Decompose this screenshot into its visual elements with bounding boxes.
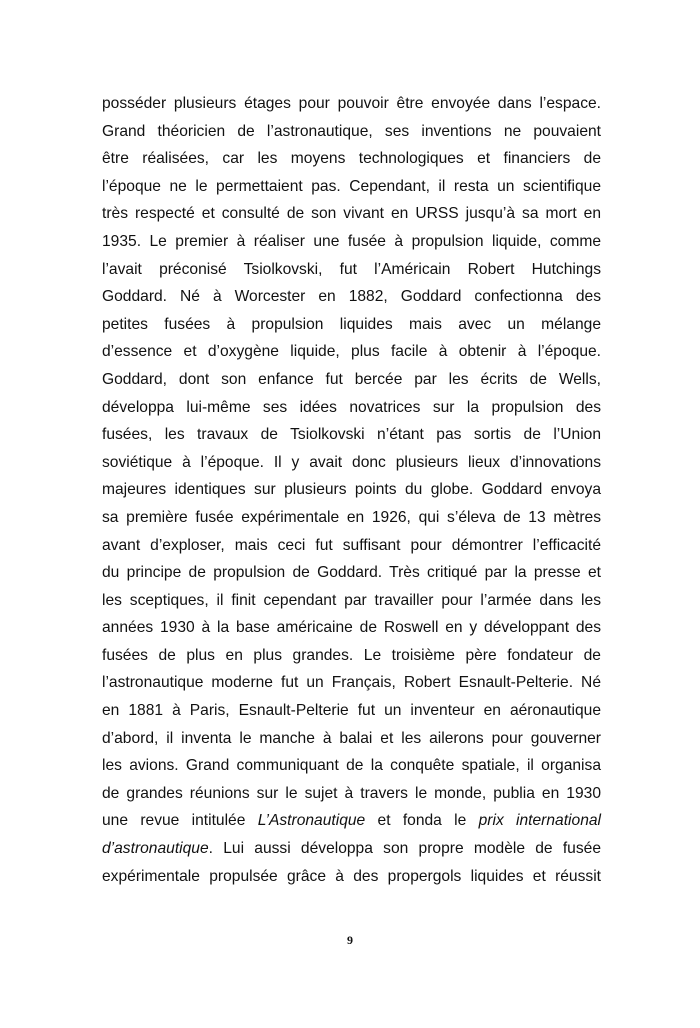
prize-name: prix international xyxy=(478,812,601,830)
text-line: Grand théoricien de l’astronautique, ses inventions ne pouvaient xyxy=(102,122,601,140)
text-line: d’abord, il inventa le manche à balai et les ailerons pour gouverner xyxy=(102,729,601,747)
text-line: très respecté et consulté de son vivant en URSS jusqu’à sa mort en xyxy=(102,205,601,223)
text-line: de grandes réunions sur le sujet à travers le monde, publia en 1930 xyxy=(102,784,601,802)
text-line: majeures identiques sur plusieurs points du globe. Goddard envoya xyxy=(102,481,601,499)
text-line: Goddard, dont son enfance fut bercée par les écrits de Wells, xyxy=(102,370,601,388)
text-line: expérimentale propulsée grâce à des propergols liquides et réussit xyxy=(102,867,601,885)
text-line: d’essence et d’oxygène liquide, plus facile à obtenir à l’époque. xyxy=(102,343,601,361)
text-line: l’astronautique moderne fut un Français, Robert Esnault-Pelterie. Né xyxy=(102,674,601,692)
body-text xyxy=(102,90,601,890)
text-line: d’astronautique. Lui aussi développa son propre modèle de fusée xyxy=(102,840,601,858)
text-line: avant d’exploser, mais ceci fut suffisant pour démontrer l’efficacité xyxy=(102,536,601,554)
text-line: l’époque ne le permettaient pas. Cependant, il resta un scientifique xyxy=(102,177,601,195)
text-line: Goddard. Né à Worcester en 1882, Goddard confectionna des xyxy=(102,288,601,306)
text-line: les avions. Grand communiquant de la conquête spatiale, il organisa xyxy=(102,757,601,775)
text-line: du principe de propulsion de Goddard. Très critiqué par la presse et xyxy=(102,564,601,582)
text-line: sa première fusée expérimentale en 1926, qui s’éleva de 13 mètres xyxy=(102,508,601,526)
text-line: une revue intitulée L’Astronautique et fonda le prix international xyxy=(102,812,601,830)
text-line: développa lui-même ses idées novatrices sur la propulsion des xyxy=(102,398,601,416)
text-line: fusées de plus en plus grandes. Le troisième père fondateur de xyxy=(102,646,601,664)
text-line: petites fusées à propulsion liquides mais avec un mélange xyxy=(102,315,601,333)
text-line: 1935. Le premier à réaliser une fusée à propulsion liquide, comme xyxy=(102,232,601,250)
text-line: être réalisées, car les moyens technologiques et financiers de xyxy=(102,150,601,168)
text-line: posséder plusieurs étages pour pouvoir être envoyée dans l’espace. xyxy=(102,95,601,112)
text-line: années 1930 à la base américaine de Roswell en y développant des xyxy=(102,619,601,637)
text-line: les sceptiques, il finit cependant par travailler pour l’armée dans les xyxy=(102,591,601,609)
prize-name-continued: d’astronautique xyxy=(102,840,209,858)
text-line: en 1881 à Paris, Esnault-Pelterie fut un inventeur en aéronautique xyxy=(102,702,601,720)
text-line: fusées, les travaux de Tsiolkovski n’étant pas sortis de l’Union xyxy=(102,426,601,444)
page-number: 9 xyxy=(347,933,353,947)
text-line: l’avait préconisé Tsiolkovski, fut l’Américain Robert Hutchings xyxy=(102,260,601,278)
text-line: soviétique à l’époque. Il y avait donc plusieurs lieux d’innovations xyxy=(102,453,601,471)
journal-title: L’Astronautique xyxy=(257,812,366,830)
